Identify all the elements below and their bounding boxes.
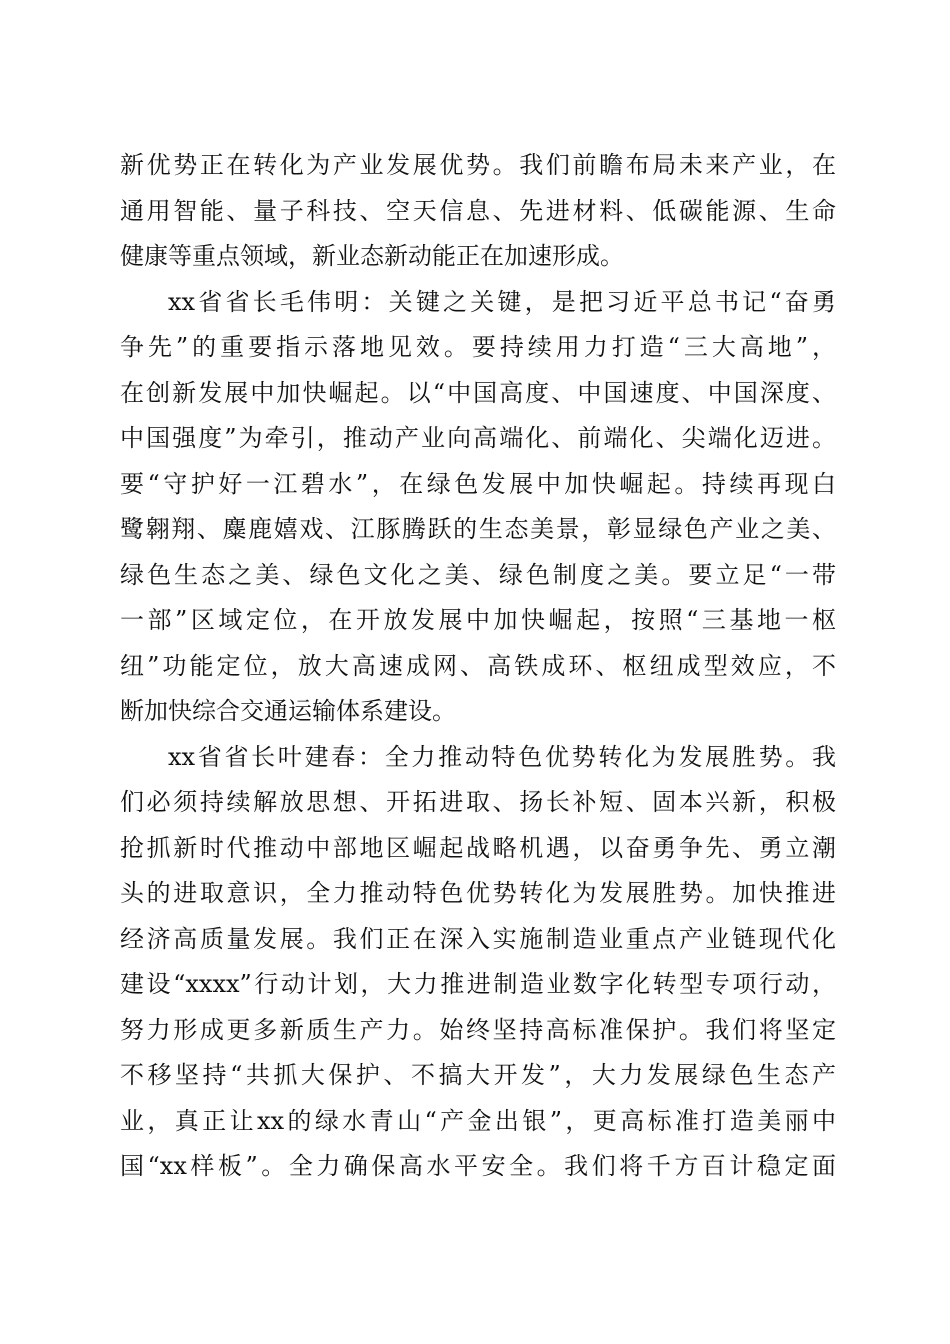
text-line: 中国强度”为牵引，推动产业向高端化、前端化、尖端化迈进。 xyxy=(120,424,836,452)
text-line: 要“守护好一江碧水”，在绿色发展中加快崛起。持续再现白 xyxy=(120,469,836,498)
text-line: 不移坚持“共抓大保护、不搞大开发”，大力发展绿色生态产 xyxy=(120,1061,836,1089)
text-line: xx省省长毛伟明：关键之关键，是把习近平总书记“奋勇 xyxy=(168,287,836,316)
paragraph xyxy=(120,143,836,280)
text-line: xx省省长叶建春：全力推动特色优势转化为发展胜势。我 xyxy=(168,742,836,771)
text-line: 鹭翱翔、麋鹿嬉戏、江豚腾跃的生态美景，彰显绿色产业之美、 xyxy=(120,515,836,543)
paragraph xyxy=(120,735,836,1190)
text-line: 抢抓新时代推动中部地区崛起战略机遇，以奋勇争先、勇立潮 xyxy=(120,833,836,862)
text-line: 通用智能、量子科技、空天信息、先进材料、低碳能源、生命 xyxy=(120,196,836,225)
text-line: 绿色生态之美、绿色文化之美、绿色制度之美。要立足“一带 xyxy=(120,560,836,589)
text-line: 建设“xxxx”行动计划，大力推进制造业数字化转型专项行动， xyxy=(120,970,836,998)
text-line: 努力形成更多新质生产力。始终坚持高标准保护。我们将坚定 xyxy=(120,1015,836,1044)
text-line: 新优势正在转化为产业发展优势。我们前瞻布局未来产业，在 xyxy=(120,151,836,179)
document-body xyxy=(120,143,836,1190)
text-line: 一部”区域定位，在开放发展中加快崛起，按照“三基地一枢 xyxy=(120,606,836,634)
text-line: 国“xx样板”。全力确保高水平安全。我们将千方百计稳定面 xyxy=(120,1152,836,1180)
text-line: 断加快综合交通运输体系建设。 xyxy=(120,697,456,725)
text-line: 健康等重点领域，新业态新动能正在加速形成。 xyxy=(120,242,624,270)
text-line: 纽”功能定位，放大高速成网、高铁成环、枢纽成型效应，不 xyxy=(120,651,836,680)
text-line: 头的进取意识，全力推动特色优势转化为发展胜势。加快推进 xyxy=(120,879,836,907)
text-line: 在创新发展中加快崛起。以“中国高度、中国速度、中国深度、 xyxy=(120,378,836,407)
text-line: 争先”的重要指示落地见效。要持续用力打造“三大高地”， xyxy=(120,333,836,361)
paragraph xyxy=(120,280,836,735)
text-line: 们必须持续解放思想、开拓进取、扬长补短、固本兴新，积极 xyxy=(120,788,836,816)
text-line: 经济高质量发展。我们正在深入实施制造业重点产业链现代化 xyxy=(120,924,836,953)
text-line: 业，真正让xx的绿水青山“产金出银”，更高标准打造美丽中 xyxy=(120,1106,836,1135)
